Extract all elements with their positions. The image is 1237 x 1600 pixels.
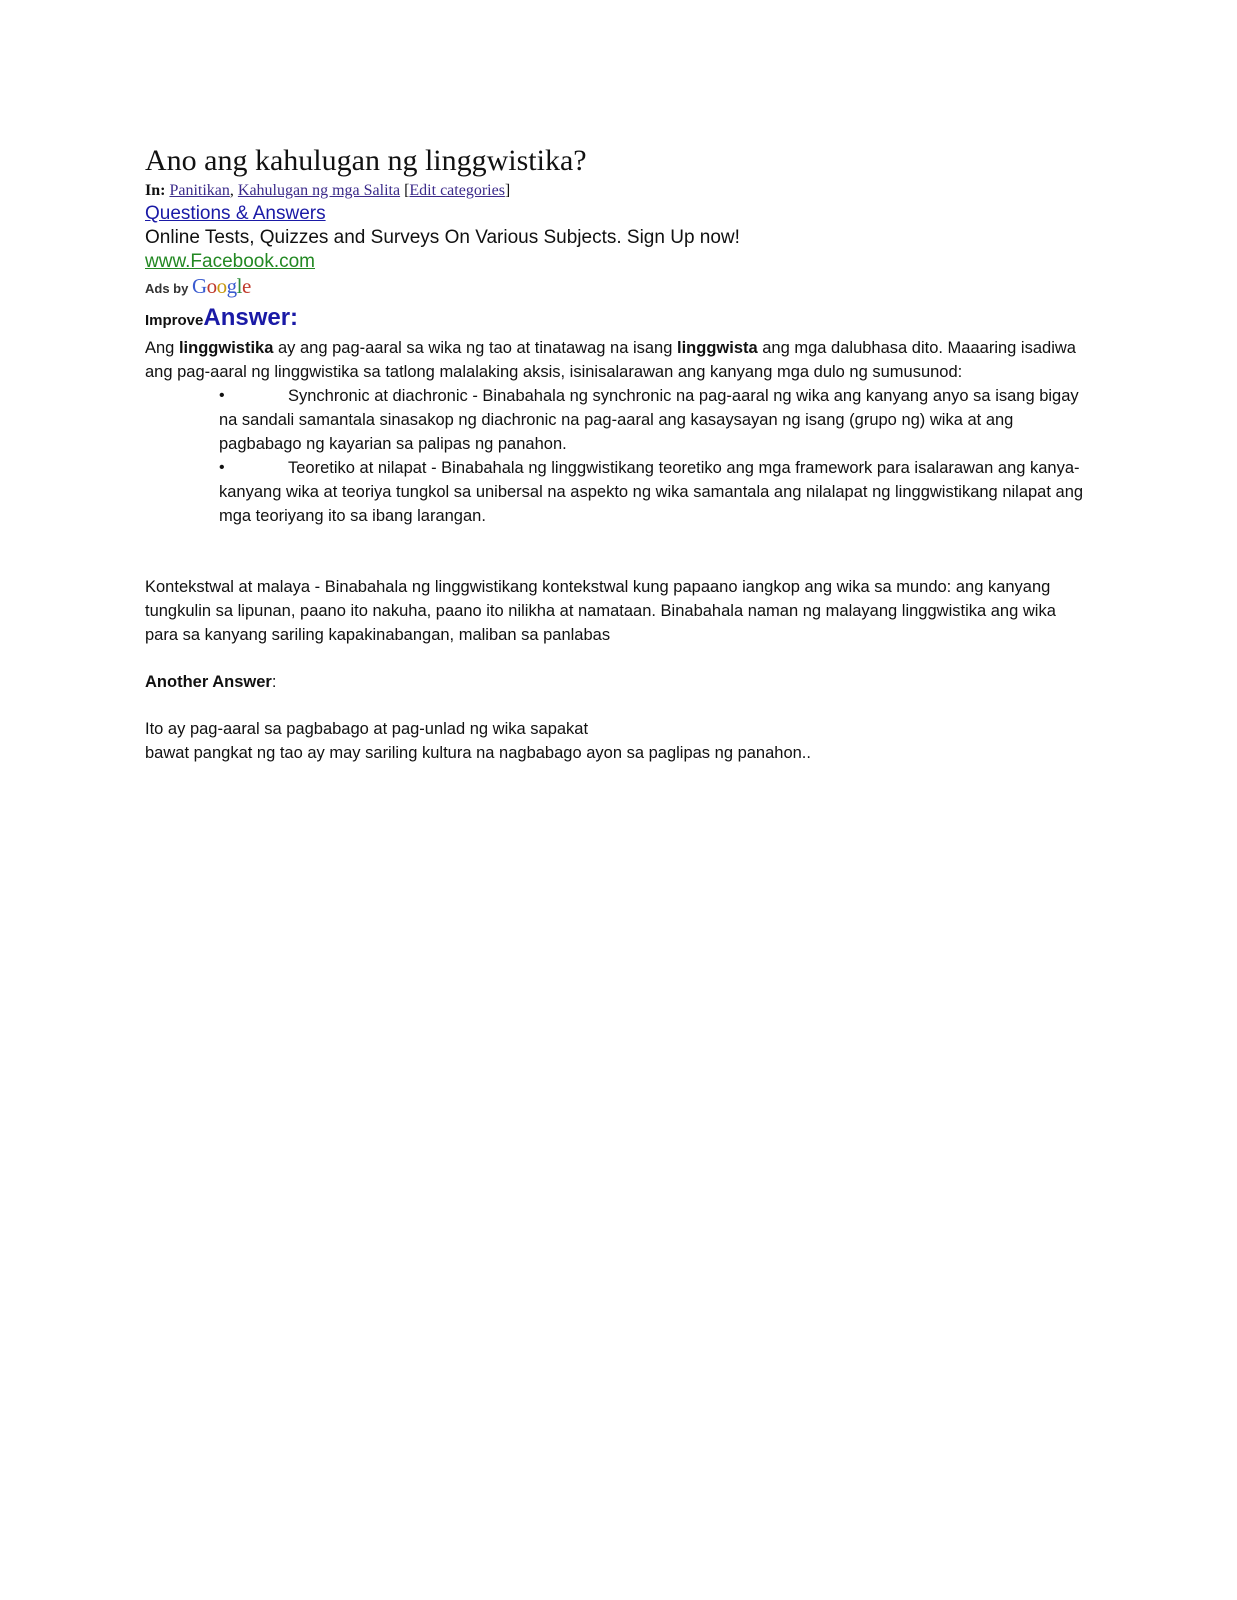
another-answer-line: Ito ay pag-aaral sa pagbabago at pag-unlad ng wika sapakat: [145, 720, 589, 738]
contextual-paragraph: Kontekstwal at malaya - Binabahala ng linggwistikang kontekstwal kung papaano iangkop ang wika sa mundo: ang kanyang tungkulin sa lipunan, paano ito nakuha, paano ito nilikha at namataan. Binabahala naman ng malayang linggwistika ang wika para sa kanyang sariling kapakinabangan, maliban sa panlabas: [145, 578, 1056, 644]
another-answer-text: [145, 717, 1090, 765]
another-answer-line: bawat pangkat ng tao ay may sariling kultura na nagbabago ayon sa paglipas ng panahon..: [145, 744, 811, 762]
list-item: • Teoretiko at nilapat - Binabahala ng linggwistikang teoretiko ang mga framework para isalarawan ang kanya-kanyang wika at teoriya tungkol sa unibersal na aspekto ng wika samantala ang nilalapat ng linggwistikang nilapat ang mga teoriyang ito sa ibang larangan.: [219, 456, 1090, 528]
another-answer-label: Another Answer: [145, 673, 272, 691]
improve-link[interactable]: Improve: [145, 312, 204, 329]
category-link-panitikan[interactable]: Panitikan: [169, 182, 230, 199]
in-label: In:: [145, 182, 166, 199]
category-separator: ,: [229, 182, 234, 199]
ad-url-link[interactable]: www.Facebook.com: [145, 251, 316, 272]
edit-bracket-open: [: [404, 182, 410, 199]
ads-by-google[interactable]: [145, 274, 1090, 301]
axis-list: [145, 384, 1090, 528]
bullet-icon: •: [219, 459, 225, 476]
ads-by-label: Ads by: [145, 281, 189, 296]
bullet-icon: •: [219, 387, 225, 404]
edit-bracket-close: ]: [504, 182, 511, 199]
another-answer-heading: Another Answer:: [145, 673, 277, 691]
question-title: Ano ang kahulugan ng linggwistika?: [145, 144, 587, 177]
list-item: • Synchronic at diachronic - Binabahala ng synchronic na pag-aaral ng wika ang kanyang anyo sa isang bigay na sandali samantala sinasakop ng diachronic na pag-aaral ang kasaysayan ng isang (grupo ng) wika at ang pagbabago ng kayarian sa palipas ng panahon.: [219, 384, 1090, 456]
ad-block: [145, 202, 1090, 301]
term-linggwistika: linggwistika: [178, 339, 274, 357]
answer-label: Answer:: [203, 304, 299, 331]
term-linggwista: linggwista: [677, 339, 758, 357]
ad-description: Online Tests, Quizzes and Surveys On Various Subjects. Sign Up now!: [145, 227, 740, 248]
answer-heading: [145, 303, 1090, 336]
edit-categories-link[interactable]: Edit categories: [409, 182, 505, 199]
category-link-kahulugan[interactable]: Kahulugan ng mga Salita: [237, 182, 401, 199]
category-line: [145, 180, 1090, 202]
ad-title-link[interactable]: Questions & Answers: [145, 203, 326, 224]
answer-intro: Ang linggwistika ay ang pag-aaral sa wika ng tao at tinatawag na isang linggwista ang mga dalubhasa dito. Maaaring isadiwa ang pag-aaral ng linggwistika sa tatlong malalaking aksis, isinisalarawan ang kanyang mga dulo ng sumusunod:: [145, 339, 1076, 381]
google-logo: Google: [191, 274, 251, 298]
page-content: [145, 142, 1090, 765]
